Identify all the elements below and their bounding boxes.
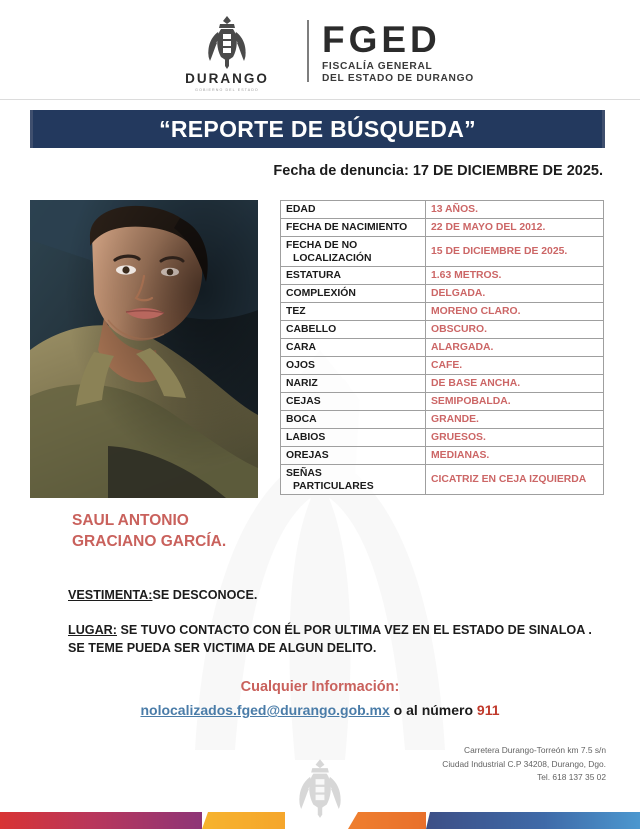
detail-label [281, 321, 426, 339]
detail-value: OBSCURO. [426, 321, 604, 339]
detail-label-line: OJOS [286, 360, 315, 371]
detail-value: CICATRIZ EN CEJA IZQUIERDA [426, 465, 604, 495]
detail-label-line: LABIOS [286, 432, 326, 443]
detail-label-line: NARIZ [286, 378, 318, 389]
detail-label [281, 237, 426, 267]
detail-label-line: EDAD [286, 204, 316, 215]
footer-address-line2: Ciudad Industrial C.P 34208, Durango, Dgo. [442, 758, 606, 769]
detail-value: SEMIPOBALDA. [426, 393, 604, 411]
table-row [281, 303, 604, 321]
fged-acronym: FGED [322, 19, 441, 60]
table-row [281, 375, 604, 393]
detail-label [281, 393, 426, 411]
detail-label-line: CARA [286, 342, 317, 353]
detail-label-line: CEJAS [286, 396, 321, 407]
footer-address [442, 744, 606, 785]
detail-label [281, 465, 426, 495]
subject-name [72, 511, 226, 552]
detail-value: 13 AÑOS. [426, 201, 604, 219]
detail-label-line: FECHA DE NACIMIENTO [286, 222, 408, 233]
clothing-label: VESTIMENTA: [68, 588, 153, 602]
detail-label-line: CABELLO [286, 324, 337, 335]
detail-label [281, 447, 426, 465]
detail-label-line: PARTICULARES [293, 480, 374, 492]
detail-value: MORENO CLARO. [426, 303, 604, 321]
header-divider [307, 20, 309, 82]
detail-label-line: FECHA DE NO [286, 239, 358, 251]
location-text: SE TUVO CONTACTO CON ÉL POR ULTIMA VEZ EN EL ESTADO DE SINALOA . SE TEME PUEDA SER VICTIMA DE ALGUN DELITO. [68, 623, 592, 655]
detail-label [281, 429, 426, 447]
detail-label-line: ESTATURA [286, 270, 342, 281]
footer-address-line1: Carretera Durango-Torreón km 7.5 s/n [464, 745, 606, 755]
table-row [281, 321, 604, 339]
table-row [281, 201, 604, 219]
physical-description-table [280, 200, 604, 495]
detail-label [281, 219, 426, 237]
detail-value: DE BASE ANCHA. [426, 375, 604, 393]
detail-label [281, 285, 426, 303]
contact-email-link[interactable]: nolocalizados.fged@durango.gob.mx [140, 702, 390, 718]
subject-name-line1: SAUL ANTONIO [72, 512, 189, 529]
detail-value: 22 DE MAYO DEL 2012. [426, 219, 604, 237]
detail-label [281, 303, 426, 321]
detail-value: 1.63 METROS. [426, 267, 604, 285]
table-body [281, 201, 604, 495]
stripe-segment-yellow [202, 812, 285, 829]
detail-label [281, 201, 426, 219]
table-row [281, 411, 604, 429]
stripe-segment-orange [348, 812, 426, 829]
detail-label-line: BOCA [286, 414, 317, 425]
detail-label-line: OREJAS [286, 450, 329, 461]
clothing-text: SE DESCONOCE. [152, 588, 258, 602]
table-row [281, 465, 604, 495]
detail-label-line: LOCALIZACIÓN [293, 252, 372, 264]
title-banner [30, 110, 605, 148]
detail-label [281, 411, 426, 429]
detail-value: DELGADA. [426, 285, 604, 303]
detail-value: CAFE. [426, 357, 604, 375]
detail-label [281, 375, 426, 393]
clothing-paragraph [68, 587, 588, 605]
table-row [281, 393, 604, 411]
footer-telephone: Tel. 618 137 35 02 [537, 772, 606, 783]
location-label: LUGAR: [68, 623, 117, 637]
detail-value: GRANDE. [426, 411, 604, 429]
detail-label-line: COMPLEXIÓN [286, 288, 356, 299]
detail-label [281, 267, 426, 285]
table-row [281, 447, 604, 465]
contact-line [0, 702, 640, 718]
table-row [281, 429, 604, 447]
detail-value: GRUESOS. [426, 429, 604, 447]
detail-value: 15 DE DICIEMBRE DE 2025. [426, 237, 604, 267]
fged-line1: FISCALÍA GENERAL [322, 60, 433, 72]
detail-value: ALARGADA. [426, 339, 604, 357]
durango-state-logo [168, 14, 286, 92]
subject-photo-image [30, 200, 258, 498]
detail-label [281, 339, 426, 357]
stripe-segment-blue [426, 812, 640, 829]
subject-photo [30, 200, 258, 498]
table-row [281, 339, 604, 357]
detail-value: MEDIANAS. [426, 447, 604, 465]
location-paragraph [68, 622, 598, 658]
stripe-segment-red-purple [0, 812, 202, 829]
durango-coat-of-arms-icon [204, 14, 250, 70]
detail-label [281, 357, 426, 375]
detail-label-line: SEÑAS [286, 467, 322, 479]
banner-title: “REPORTE DE BÚSQUEDA” [159, 115, 476, 142]
table-row [281, 285, 604, 303]
emergency-phone-number: 911 [476, 702, 500, 718]
fged-line2: DEL ESTADO DE DURANGO [322, 72, 474, 84]
fged-logo [322, 19, 502, 84]
table-row [281, 219, 604, 237]
durango-wordmark: DURANGO [185, 71, 269, 86]
report-date: Fecha de denuncia: 17 DE DICIEMBRE DE 2025. [273, 163, 603, 179]
detail-label-line: TEZ [286, 306, 306, 317]
subject-name-line2: GRACIANO GARCÍA. [72, 532, 227, 550]
contact-separator-text: o al número [389, 702, 477, 718]
table-row [281, 237, 604, 267]
stripe-emblem-notch [285, 0, 355, 17]
footer-coat-of-arms-icon [289, 757, 351, 819]
table-row [281, 267, 604, 285]
contact-heading: Cualquier Información: [240, 679, 400, 695]
header-rule [0, 99, 640, 100]
table-row [281, 357, 604, 375]
durango-tagline: GOBIERNO DEL ESTADO [195, 88, 259, 92]
